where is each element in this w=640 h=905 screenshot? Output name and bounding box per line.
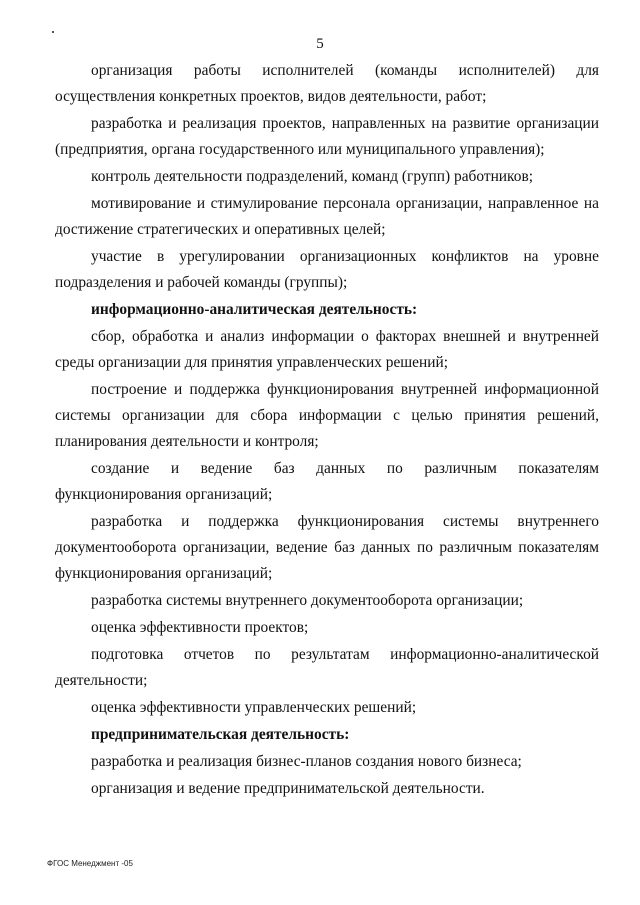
paragraph-14: оценка эффективности управленческих решений; xyxy=(91,699,417,716)
paragraph-13: подготовка отчетов по результатам информационно-аналитической деятельности; xyxy=(55,646,599,689)
paragraph-4: мотивирование и стимулирование персонала организации, направленное на достижение стратегических и оперативных целей; xyxy=(55,195,599,238)
scan-speck xyxy=(52,31,54,33)
paragraph-2: разработка и реализация проектов, направленных на развитие организации (предприятия, органа государственного или муниципального управления); xyxy=(55,115,599,158)
paragraph-11: разработка системы внутреннего документооборота организации; xyxy=(91,592,524,609)
paragraph-5: участие в урегулировании организационных конфликтов на уровне подразделения и рабочей команды (группы); xyxy=(55,248,599,291)
paragraph-17: организация и ведение предпринимательской деятельности. xyxy=(91,780,485,797)
paragraph-12: оценка эффективности проектов; xyxy=(91,619,309,636)
paragraph-9: создание и ведение баз данных по различным показателям функционирования организаций; xyxy=(55,460,599,503)
document-body xyxy=(55,58,599,803)
paragraph-16: разработка и реализация бизнес-планов создания нового бизнеса; xyxy=(91,753,522,770)
paragraph-10: разработка и поддержка функционирования системы внутреннего документооборота организации, ведение баз данных по различным показателям функционирования организаций; xyxy=(55,513,599,582)
paragraph-8: построение и поддержка функционирования внутренней информационной системы организации для сбора информации с целью принятия решений, планирования деятельности и контроля; xyxy=(55,381,599,450)
footer-label: ФГОС Менеджмент -05 xyxy=(47,859,133,868)
paragraph-1: организация работы исполнителей (команды исполнителей) для осуществления конкретных проектов, видов деятельности, работ; xyxy=(55,62,599,105)
section-heading-info-analytical: информационно-аналитическая деятельность: xyxy=(91,301,418,318)
paragraph-3: контроль деятельности подразделений, команд (групп) работников; xyxy=(91,168,533,185)
paragraph-7: сбор, обработка и анализ информации о факторах внешней и внутренней среды организации для принятия управленческих решений; xyxy=(55,328,599,371)
section-heading-entrepreneurial: предпринимательская деятельность: xyxy=(91,726,350,743)
page-number: 5 xyxy=(316,36,324,52)
